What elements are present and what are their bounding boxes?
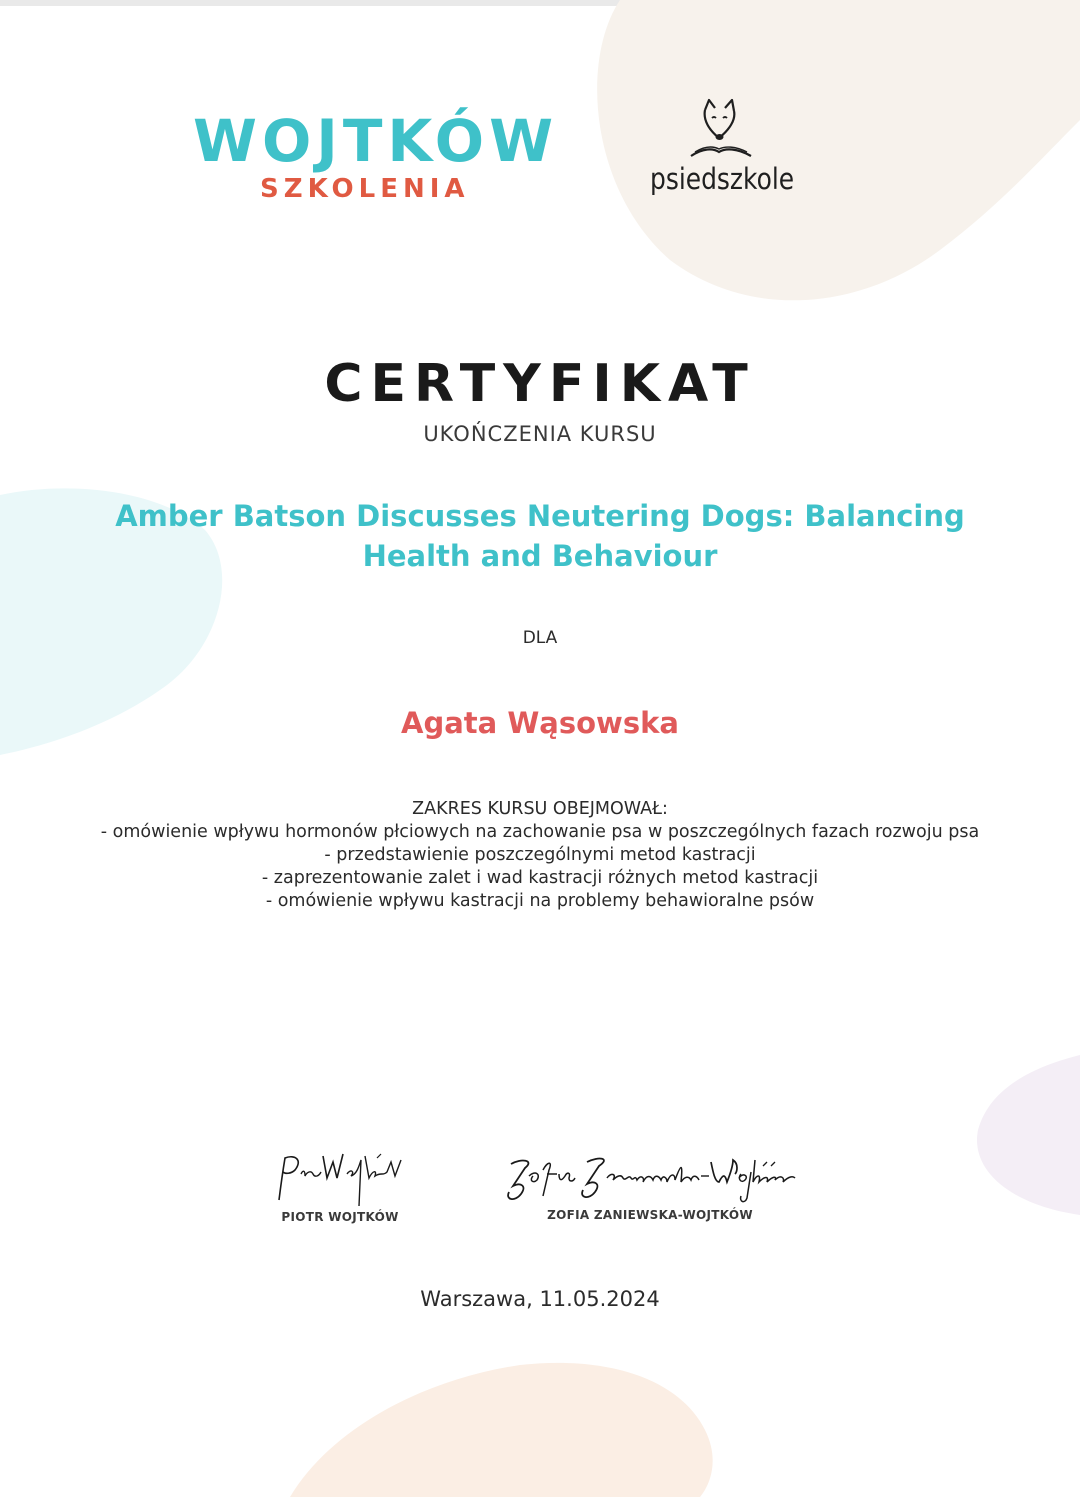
scope-heading: ZAKRES KURSU OBEJMOWAŁ:	[412, 799, 668, 819]
logo-psiedszkole-text: psiedszkole	[650, 162, 795, 196]
logo-wojtkow-main: WOJTKÓW	[193, 107, 559, 175]
logo-wojtkow-sub: SZKOLENIA	[260, 174, 470, 204]
recipient-name: Agata Wąsowska	[401, 706, 679, 740]
blob-lilac-right	[970, 1055, 1080, 1215]
signature-name-zofia: ZOFIA ZANIEWSKA-WOJTKÓW	[547, 1208, 753, 1222]
course-title: Amber Batson Discusses Neutering Dogs: Balancing Health and Behaviour	[115, 499, 965, 573]
scope-item: - zaprezentowanie zalet i wad kastracji różnych metod kastracji	[261, 868, 819, 888]
signature-block-piotr	[250, 1148, 430, 1224]
scope-item: - przedstawienie poszczególnymi metod kastracji	[324, 845, 756, 865]
scope-item: - omówienie wpływu hormonów płciowych na zachowanie psa w poszczególnych fazach rozwoju psa	[100, 822, 980, 842]
signature-block-zofia	[490, 1152, 810, 1222]
signature-name-piotr: PIOTR WOJTKÓW	[281, 1210, 399, 1224]
dog-book-icon	[685, 96, 765, 162]
certificate-title: CERTYFIKAT	[324, 354, 756, 414]
blob-peach-bottom	[290, 1360, 730, 1497]
handwritten-signature-piotr	[265, 1148, 415, 1210]
certificate-subtitle: UKOŃCZENIA KURSU	[423, 422, 657, 446]
handwritten-signature-zofia	[495, 1152, 805, 1208]
scope-item: - omówienie wpływu kastracji na problemy behawioralne psów	[265, 891, 815, 911]
psiedszkole-logo	[640, 96, 812, 208]
place-and-date: Warszawa, 11.05.2024	[420, 1287, 660, 1311]
blob-beige-top-right	[560, 0, 1080, 320]
wojtkow-szkolenia-logo	[193, 107, 559, 204]
course-scope	[80, 798, 1000, 913]
for-label: DLA	[522, 628, 558, 648]
